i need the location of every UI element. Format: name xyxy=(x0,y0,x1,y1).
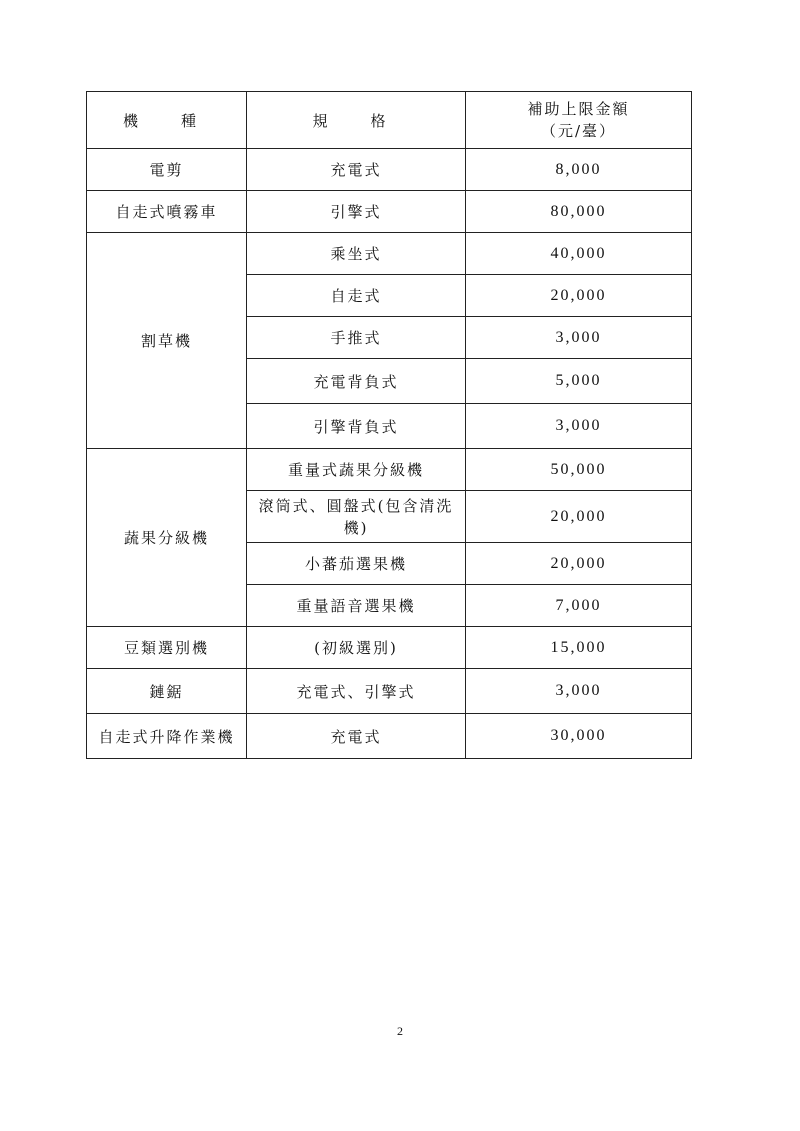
header-amount-unit: （元/臺） xyxy=(540,122,617,140)
amount-cell: 50,000 xyxy=(466,449,692,491)
amount-cell: 7,000 xyxy=(466,585,692,627)
table-row xyxy=(87,149,692,191)
machine-cell: 電剪 xyxy=(87,149,247,191)
amount-cell: 5,000 xyxy=(466,359,692,404)
amount-cell: 20,000 xyxy=(466,491,692,543)
spec-cell: 乘坐式 xyxy=(247,233,466,275)
amount-cell: 20,000 xyxy=(466,543,692,585)
amount-cell: 20,000 xyxy=(466,275,692,317)
table-row xyxy=(87,191,692,233)
spec-cell: 重量語音選果機 xyxy=(247,585,466,627)
spec-cell: 滾筒式、圓盤式(包含清洗機) xyxy=(247,491,466,543)
machine-cell: 豆類選別機 xyxy=(87,627,247,669)
spec-cell: 充電式 xyxy=(247,714,466,759)
header-amount-title: 補助上限金額 xyxy=(527,100,630,118)
table-row xyxy=(87,714,692,759)
spec-cell: 重量式蔬果分級機 xyxy=(247,449,466,491)
header-machine-type: 機 種 xyxy=(87,92,247,149)
amount-cell: 3,000 xyxy=(466,669,692,714)
amount-cell: 40,000 xyxy=(466,233,692,275)
spec-cell: 引擎背負式 xyxy=(247,404,466,449)
spec-cell: 充電式 xyxy=(247,149,466,191)
subsidy-table xyxy=(86,91,692,759)
machine-cell: 自走式噴霧車 xyxy=(87,191,247,233)
header-amount xyxy=(466,92,692,149)
amount-cell: 3,000 xyxy=(466,317,692,359)
spec-cell: 充電背負式 xyxy=(247,359,466,404)
spec-cell: 小蕃茄選果機 xyxy=(247,543,466,585)
amount-cell: 15,000 xyxy=(466,627,692,669)
table-row xyxy=(87,669,692,714)
amount-cell: 80,000 xyxy=(466,191,692,233)
spec-cell: 手推式 xyxy=(247,317,466,359)
table-row xyxy=(87,627,692,669)
spec-cell: 引擎式 xyxy=(247,191,466,233)
table-header-row xyxy=(87,92,692,149)
spec-cell: (初級選別) xyxy=(247,627,466,669)
machine-cell: 鏈鋸 xyxy=(87,669,247,714)
amount-cell: 30,000 xyxy=(466,714,692,759)
machine-cell: 割草機 xyxy=(87,233,247,449)
amount-cell: 3,000 xyxy=(466,404,692,449)
table-row xyxy=(87,233,692,275)
header-specification: 規 格 xyxy=(247,92,466,149)
spec-cell: 自走式 xyxy=(247,275,466,317)
machine-cell: 自走式升降作業機 xyxy=(87,714,247,759)
page-number: 2 xyxy=(397,1024,403,1038)
spec-cell: 充電式、引擎式 xyxy=(247,669,466,714)
amount-cell: 8,000 xyxy=(466,149,692,191)
table-row xyxy=(87,449,692,491)
machine-cell: 蔬果分級機 xyxy=(87,449,247,627)
